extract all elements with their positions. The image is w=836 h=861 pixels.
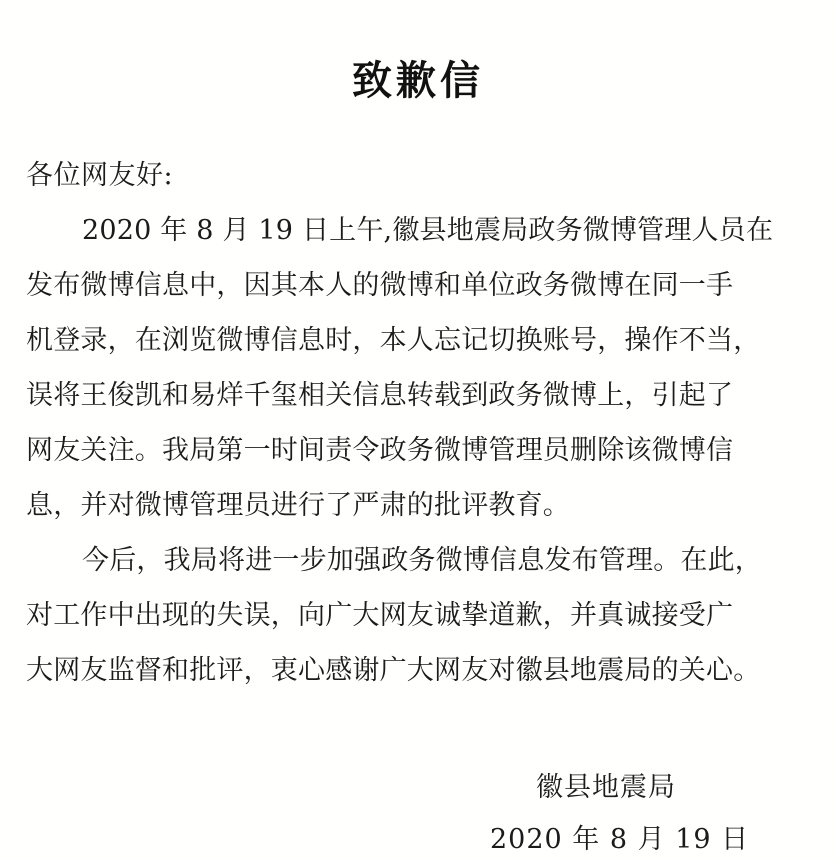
signature-organization: 徽县地震局 [536,772,676,803]
paragraph-line: 误将王俊凯和易烊千玺相关信息转载到政务微博上，引起了 [26,380,734,411]
signature-block [490,762,790,861]
document-body [26,148,796,698]
paragraph-line: 2020 年 8 月 19 日上午,徽县地震局政务微博管理人员在 [82,215,774,246]
paragraph-1 [26,203,796,533]
paragraph-line: 对工作中出现的失误，向广大网友诚挚道歉，并真诚接受广 [26,600,734,631]
paragraph-line: 机登录，在浏览微博信息时，本人忘记切换账号，操作不当， [26,325,761,356]
paragraph-line: 发布微博信息中，因其本人的微博和单位政务微博在同一手 [26,270,734,301]
paragraph-line: 息，并对微博管理员进行了严肃的批评教育。 [26,490,570,521]
paragraph-line: 大网友监督和批评，衷心感谢广大网友对徽县地震局的关心。 [26,655,761,686]
salutation: 各位网友好: [26,160,174,191]
paragraph-2 [26,533,796,698]
paragraph-line: 网友关注。我局第一时间责令政务微博管理员删除该微博信 [26,435,734,466]
paragraph-line: 今后，我局将进一步加强政务微博信息发布管理。在此， [82,545,762,576]
signature-date: 2020 年 8 月 19 日 [490,824,750,855]
page-title: 致歉信 [352,57,484,104]
